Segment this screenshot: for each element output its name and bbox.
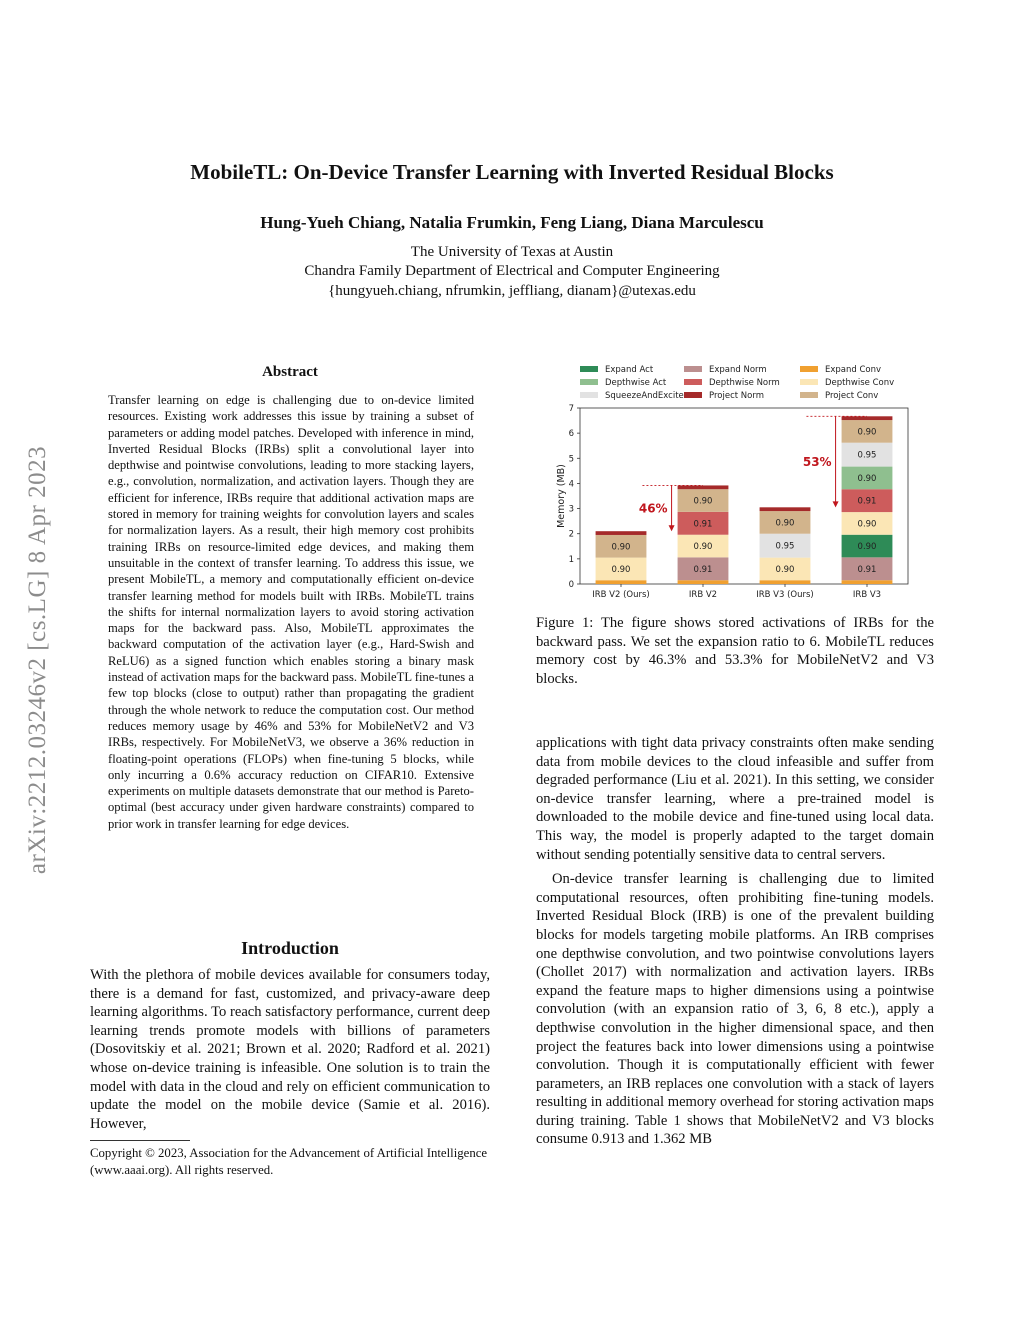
right-column-body <box>536 734 934 1149</box>
bar-value-label: 0.91 <box>857 564 877 575</box>
bar-segment <box>596 580 647 584</box>
author-list: Hung-Yueh Chiang, Natalia Frumkin, Feng Liang, Diana Marculescu <box>260 213 764 232</box>
bar-segment <box>760 507 811 511</box>
legend-label: Depthwise Conv <box>825 378 895 388</box>
figure-1-chart <box>548 360 918 602</box>
y-tick-label: 0 <box>568 580 574 590</box>
bar-value-label: 0.90 <box>857 473 877 484</box>
bar-value-label: 0.91 <box>693 564 713 575</box>
bar-value-label: 0.90 <box>857 542 877 553</box>
legend-label: Depthwise Act <box>605 378 667 388</box>
legend-swatch <box>684 366 702 372</box>
abstract-text: Transfer learning on edge is challenging due to on-device limited resources. Existing work addresses this issue by training a subset of parameters or adding model patches. Developed with inference in mind, Inverted Residual Blocks (IRBs) split a convolutional layer into depthwise and pointwise convolutions, leading to more stacking layers, e.g., convolution, normalization, and activation layers. Though they are efficient for inference, IRBs require that additional activation maps are stored in memory for training weights for convolution layers and scales for normalization layers. As a result, their high memory cost prohibits training IRBs on resource-limited edge devices, and making them unsuitable in the context of transfer learning. To address this issue, we present MobileTL, a memory and computationally efficient on-device transfer learning method for models built with IRBs. MobileTL trains the shifts for internal normalization layers to avoid storing activation maps for the backward pass. Also, MobileTL approximates the backward computation of the activation layer (e.g., Hard-Swish and ReLU6) as a signed function which enables storing a binary mask instead of activation maps for the backward pass. MobileTL fine-tunes a few top blocks (close to output) rather than propagating the gradient through the whole network to reduce the computation cost. Our method reduces memory usage by 46% and 53% for MobileNetV2 and V3 IRBs, respectively. For MobileNetV3, we observe a 36% reduction in floating-point operations (FLOPs) when fine-tuning 5 blocks, while only incurring a 0.6% accuracy reduction on CIFAR10. Extensive experiments on multiple datasets demonstrate that our method is Pareto-optimal (best accuracy under given hardware constraints) compared to prior work in transfer learning for edge devices. <box>108 393 474 831</box>
affiliation-department: Chandra Family Department of Electrical and Computer Engineering <box>304 263 720 279</box>
bar-segment <box>678 485 729 489</box>
y-tick-label: 1 <box>568 554 574 565</box>
x-tick-label: IRB V3 (Ours) <box>756 590 814 600</box>
bar-segment <box>842 416 893 420</box>
bar-value-label: 0.90 <box>857 519 877 530</box>
bar-value-label: 0.90 <box>775 564 795 575</box>
y-tick-label: 7 <box>568 404 574 414</box>
x-tick-label: IRB V2 <box>688 590 718 600</box>
introduction-text: With the plethora of mobile devices available for consumers today, there is a demand for fast, customized, and privacy-aware deep learning algorithms. To reach satisfactory performance, current deep learning trends promote models with billions of parameters (Dosovitskiy et al. 2021; Brown et al. 2020; Radford et al. 2021) whose on-device training is infeasible. One solution is to train the model with data in the cloud and rely on efficient communication to update the model on the mobile device (Samie et al. 2016). However, <box>90 967 490 1132</box>
legend-label: Expand Norm <box>709 365 767 375</box>
affiliation-university: The University of Texas at Austin <box>410 244 614 260</box>
x-tick-label: IRB V2 (Ours) <box>592 590 650 600</box>
annotation-arrow-head <box>833 501 839 507</box>
abstract-heading: Abstract <box>262 364 318 380</box>
legend-swatch <box>580 379 598 385</box>
y-tick-label: 4 <box>568 479 574 490</box>
bar-value-label: 0.91 <box>857 496 877 507</box>
bar-segment <box>760 580 811 584</box>
y-tick-label: 3 <box>568 504 574 515</box>
bar-value-label: 0.90 <box>693 496 713 507</box>
y-tick-label: 5 <box>568 454 574 465</box>
bar-value-label: 0.90 <box>693 542 713 553</box>
legend-label: SqueezeAndExcite <box>605 391 684 401</box>
bar-value-label: 0.95 <box>857 450 877 461</box>
y-tick-label: 2 <box>568 529 574 540</box>
reduction-percent-label: 46% <box>638 501 668 516</box>
bar-value-label: 0.95 <box>775 541 795 552</box>
paragraph-applications: applications with tight data privacy constraints often make sending data from mobile devices to the cloud infeasible and suffer from degraded performance (Liu et al. 2021). In this setting, we consider on-device transfer learning, where a pre-trained model is downloaded to the mobile device and fine-tuned using local data. This way, the model is properly adapted to the target domain without sending potentially sensitive data to central servers. <box>536 735 934 863</box>
stacked-bar-chart <box>548 360 918 602</box>
arxiv-id: arXiv:2212.03246v2 [cs.LG] 8 Apr 2023 <box>24 445 51 875</box>
bar-value-label: 0.90 <box>611 564 631 575</box>
copyright-footnote: Copyright © 2023, Association for the Advancement of Artificial Intelligence (www.aaai.org). All rights reserved. <box>90 1146 488 1177</box>
bar-value-label: 0.90 <box>611 542 631 553</box>
legend-label: Depthwise Norm <box>709 378 780 388</box>
legend-swatch <box>684 379 702 385</box>
paper-title: MobileTL: On-Device Transfer Learning with Inverted Residual Blocks <box>190 160 834 184</box>
paragraph-on-device: On-device transfer learning is challenging due to limited computational resources, often prohibiting fine-tuning models. Inverted Residual Block (IRB) is one of the prevalent building blocks for models targeting mobile platforms. An IRB comprises one depthwise convolution, and two pointwise convolutions layers (Chollet 2017) with normalization and activation layers. IRBs expand the feature maps to higher dimensions using a pointwise convolution (with an expansion ratio of 3, 6, 8 etc.), apply a depthwise convolution in the higher dimensional space, and then project the features back into lower dimensions using a pointwise convolution. Though it is computationally efficient with fewer parameters, an IRB replaces one convolution with a stack of layers resulting in additional memory overhead for storing activation maps during training. Table 1 shows that MobileNetV2 and V3 blocks consume 0.913 and 1.362 MB <box>536 871 934 1148</box>
legend-swatch <box>800 379 818 385</box>
x-tick-label: IRB V3 <box>852 590 882 600</box>
y-axis-label: Memory (MB) <box>556 464 567 528</box>
legend-swatch <box>580 392 598 398</box>
y-tick-label: 6 <box>568 429 574 440</box>
legend-label: Project Conv <box>825 391 879 401</box>
bar-segment <box>678 580 729 584</box>
legend-label: Project Norm <box>709 391 764 401</box>
bar-value-label: 0.90 <box>857 427 877 438</box>
legend-swatch <box>684 392 702 398</box>
footnote-rule <box>90 1140 190 1141</box>
legend-swatch <box>580 366 598 372</box>
legend-swatch <box>800 366 818 372</box>
figure-1-caption: Figure 1: The figure shows stored activations of IRBs for the backward pass. We set the expansion ratio to 6. MobileTL reduces memory cost by 46.3% and 53.3% for MobileNetV2 and V3 blocks. <box>536 615 934 687</box>
bar-segment <box>842 580 893 584</box>
bar-value-label: 0.90 <box>775 518 795 529</box>
bar-segment <box>596 531 647 535</box>
legend-label: Expand Conv <box>825 365 882 375</box>
affiliation-emails: {hungyueh.chiang, nfrumkin, jeffliang, dianam}@utexas.edu <box>328 283 696 299</box>
legend-label: Expand Act <box>605 365 654 375</box>
reduction-percent-label: 53% <box>802 454 832 469</box>
arxiv-sidebar-stamp <box>24 360 52 960</box>
legend-swatch <box>800 392 818 398</box>
introduction-heading: Introduction <box>241 938 339 958</box>
annotation-arrow-head <box>669 525 675 531</box>
bar-value-label: 0.91 <box>693 519 713 530</box>
